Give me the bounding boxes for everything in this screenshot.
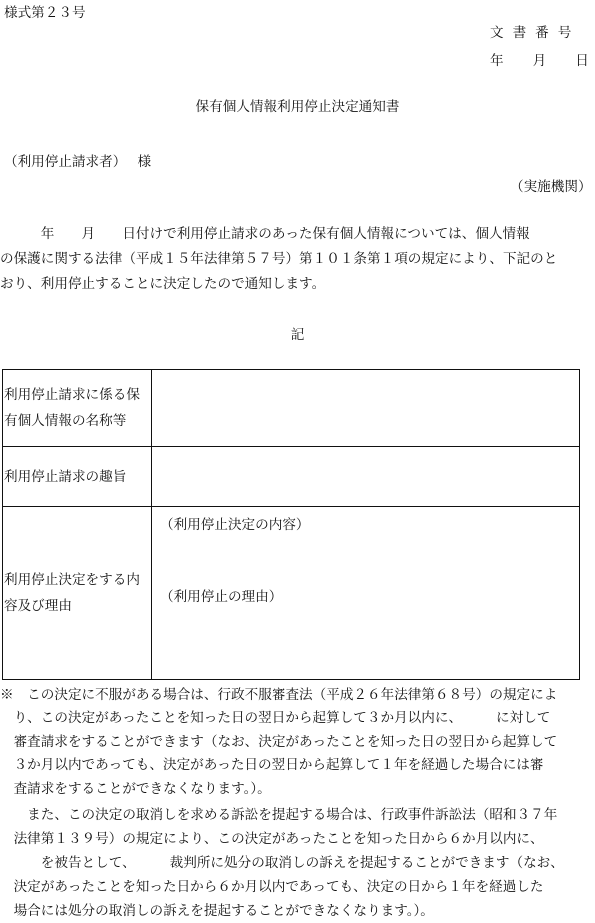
note-line: 場合には処分の取消しの訴えを提起することができなくなります。）。 <box>0 903 434 919</box>
note-line: また、この決定の取消しを求める訴訟を提起する場合は、行政事件訴訟法（昭和３７年 <box>0 807 558 823</box>
issuing-agency: （実施機関） <box>510 179 592 195</box>
row2-label: 利用停止請求の趣旨 <box>4 468 127 485</box>
date-day: 日 <box>575 53 589 69</box>
suspension-reason-subheading: （利用停止の理由） <box>160 589 283 605</box>
note-line: ３か月以内であっても、決定があった日の翌日から起算して１年を経過した場合には審 <box>0 757 544 773</box>
record-table <box>2 369 580 680</box>
date-year: 年 <box>490 53 504 69</box>
table-label-cell <box>3 447 152 507</box>
document-title: 保有個人情報利用停止決定通知書 <box>195 99 400 115</box>
document-number-label: 文書番号 <box>490 25 581 41</box>
request-purpose-field[interactable] <box>152 447 580 507</box>
row3-label-line1: 利用停止決定をする内 <box>4 572 140 588</box>
body-line: の保護に関する法律（平成１５年法律第５７号）第１０１条第１項の規定により、下記のと <box>0 251 558 267</box>
date-month: 月 <box>532 53 547 69</box>
note-line: 決定があったことを知った日から６か月以内であっても、決定の日から１年を経過した <box>0 879 544 895</box>
ki-heading: 記 <box>290 327 305 343</box>
personal-info-name-field[interactable] <box>152 370 580 447</box>
decision-content-field[interactable] <box>152 507 580 680</box>
date-line <box>490 49 589 69</box>
note-line: を被告として、 裁判所に処分の取消しの訴えを提起することができます（なお、 <box>0 855 564 871</box>
row1-label-line1: 利用停止請求に係る保 <box>4 387 140 403</box>
form-number: 様式第２３号 <box>4 5 86 21</box>
note-line: 査請求をすることができなくなります。）。 <box>0 781 271 797</box>
note-line: ※ この決定に不服がある場合は、行政不服審査法（平成２６年法律第６８号）の規定によ <box>0 687 558 703</box>
note-line: 法律第１３９号）の規定により、この決定があったことを知った日から６か月以内に、 <box>0 831 544 847</box>
table-label-cell <box>3 370 152 447</box>
table-row <box>3 447 580 507</box>
row1-label-line2: 有個人情報の名称等 <box>4 413 127 429</box>
decision-content-subheading: （利用停止決定の内容） <box>160 517 310 533</box>
table-row <box>3 370 580 447</box>
table-row <box>3 507 580 680</box>
note-line: り、この決定があったことを知った日の翌日から起算して３か月以内に、 に対して <box>0 710 551 726</box>
note-line: 審査請求をすることができます（なお、決定があったことを知った日の翌日から起算して <box>0 734 558 750</box>
addressee: （利用停止請求者） 様 <box>4 154 152 170</box>
body-line: 年 月 日付けで利用停止請求のあった保有個人情報については、個人情報 <box>0 226 530 242</box>
table-label-cell <box>3 507 152 680</box>
row3-label-line2: 容及び理由 <box>4 598 72 614</box>
body-line: おり、利用停止することに決定したので通知します。 <box>0 276 326 292</box>
